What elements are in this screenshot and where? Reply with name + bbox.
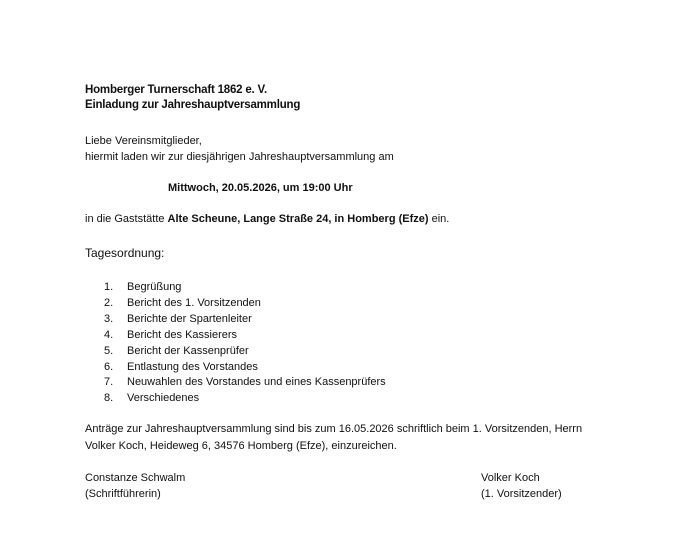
agenda-item-number: 1. (104, 281, 114, 293)
location-suffix: ein. (428, 213, 450, 225)
agenda-item (104, 360, 386, 376)
agenda-item (104, 391, 386, 407)
agenda-item-number: 5. (104, 344, 114, 357)
deadline-line-1: Anträge zur Jahreshauptversammlung sind bis zum 16.05.2026 schriftlich beim 1. Vorsitzenden, Herrn (85, 423, 583, 435)
agenda-item-label: Verschiedenes (127, 392, 200, 405)
agenda-item-number: 8. (104, 392, 114, 405)
location-prefix: in die Gaststätte (85, 213, 168, 225)
signature-role: (1. Vorsitzender) (481, 488, 562, 500)
agenda-item (104, 312, 386, 328)
meeting-date: Mittwoch, 20.05.2026, um 19:00 Uhr (168, 182, 353, 194)
meeting-location (85, 212, 449, 227)
deadline-line-2: Volker Koch, Heideweg 6, 34576 Homberg (Efze), einzureichen. (85, 440, 397, 452)
agenda-item (104, 375, 386, 391)
agenda-item-label: Neuwahlen des Vorstandes und eines Kassenprüfers (127, 376, 386, 389)
club-name: Homberger Turnerschaft 1862 e. V. (85, 84, 267, 96)
signature-chairman (481, 470, 562, 502)
agenda-item-number: 2. (104, 296, 114, 309)
agenda-item-label: Bericht der Kassenprüfer (127, 344, 249, 357)
signature-secretary (85, 470, 185, 502)
agenda-item-number: 4. (104, 328, 114, 341)
agenda-item (104, 280, 386, 296)
agenda-item-label: Entlastung des Vorstandes (127, 360, 258, 373)
agenda-item (104, 328, 386, 344)
greeting: Liebe Vereinsmitglieder, (85, 135, 202, 147)
agenda-item-number: 3. (104, 312, 114, 325)
agenda-title: Tagesordnung: (85, 246, 165, 260)
agenda-item-number: 6. (104, 360, 114, 373)
submission-deadline (85, 421, 645, 455)
agenda-item (104, 344, 386, 360)
location-place: Alte Scheune, Lange Straße 24, in Homberg (Efze) (167, 213, 429, 225)
signature-role: (Schriftführerin) (85, 488, 161, 500)
agenda-list (104, 280, 386, 407)
agenda-item-label: Begrüßung (127, 281, 182, 293)
signature-name: Constanze Schwalm (85, 472, 186, 484)
agenda-item-label: Berichte der Spartenleiter (127, 312, 252, 325)
agenda-item-label: Bericht des Kassierers (127, 328, 238, 341)
document-title: Einladung zur Jahreshauptversammlung (85, 99, 301, 111)
agenda-item-label: Bericht des 1. Vorsitzenden (127, 296, 261, 309)
document-header (85, 83, 300, 113)
intro-text: hiermit laden wir zur diesjährigen Jahreshauptversammlung am (85, 151, 394, 163)
agenda-item-number: 7. (104, 376, 114, 389)
signature-name: Volker Koch (481, 472, 540, 484)
agenda-item (104, 296, 386, 312)
